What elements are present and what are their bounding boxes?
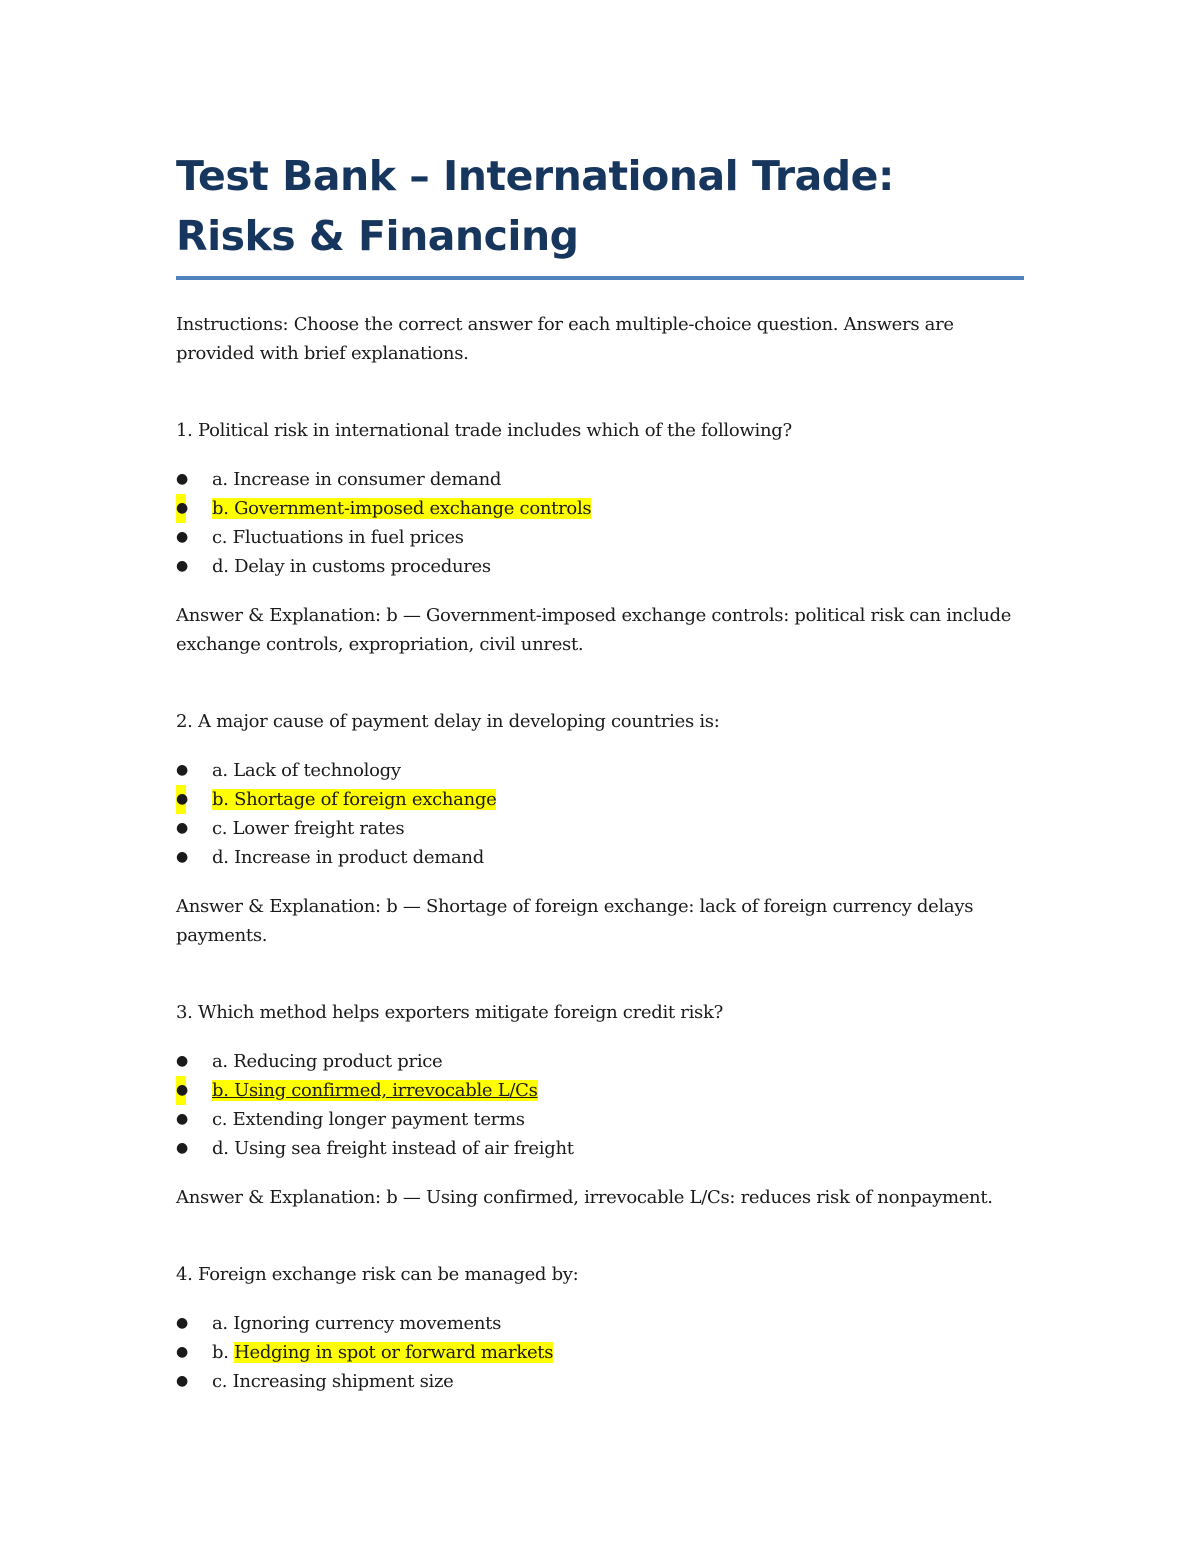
- option-prefix: b.: [212, 498, 235, 519]
- bullet-icon: ●: [176, 762, 188, 778]
- option-b-correct: [176, 494, 1024, 523]
- question-4: [176, 1260, 1024, 1396]
- question-1: [176, 416, 1024, 659]
- option-prefix: c.: [212, 1371, 233, 1392]
- bullet-icon: ●: [176, 1076, 186, 1105]
- options-list: [176, 465, 1024, 581]
- option-d: [176, 843, 1024, 872]
- options-list: [176, 1047, 1024, 1163]
- option-a: [176, 1047, 1024, 1076]
- bullet-icon: ●: [176, 1111, 188, 1127]
- option-prefix: d.: [212, 1138, 235, 1159]
- instructions-text: Instructions: Choose the correct answer for each multiple-choice question. Answers are provided with brief explanations.: [176, 314, 954, 364]
- option-prefix: d.: [212, 847, 235, 868]
- option-label: Ignoring currency movements: [233, 1313, 502, 1334]
- option-c: [176, 523, 1024, 552]
- answer-explanation: Answer & Explanation: b — Government-imposed exchange controls: political risk can include exchange controls, expropriation, civil unrest.: [176, 605, 1012, 655]
- options-list: [176, 1309, 1024, 1396]
- option-prefix: a.: [212, 1051, 234, 1072]
- option-label: Increase in consumer demand: [233, 469, 502, 490]
- bullet-icon: ●: [176, 820, 188, 836]
- document-title: Test Bank – International Trade: Risks & Financing: [176, 152, 894, 260]
- option-c: [176, 1105, 1024, 1134]
- option-label: Lack of technology: [233, 760, 401, 781]
- option-c: [176, 814, 1024, 843]
- option-prefix: c.: [212, 1109, 233, 1130]
- question-text: 2. A major cause of payment delay in developing countries is:: [176, 711, 720, 732]
- option-prefix: a.: [212, 1313, 234, 1334]
- option-d: [176, 552, 1024, 581]
- option-label: Using sea freight instead of air freight: [234, 1138, 574, 1159]
- option-label: Increasing shipment size: [232, 1371, 454, 1392]
- bullet-icon: ●: [176, 529, 188, 545]
- option-d: [176, 1134, 1024, 1163]
- option-label-highlighted: Shortage of foreign exchange: [234, 789, 497, 810]
- option-b-correct: [176, 1338, 1024, 1367]
- option-label-highlighted: Using confirmed, irrevocable L/Cs: [234, 1080, 538, 1101]
- bullet-icon: ●: [176, 471, 188, 487]
- option-b-correct: [176, 1076, 1024, 1105]
- option-c: [176, 1367, 1024, 1396]
- option-prefix: b.: [212, 1080, 235, 1101]
- option-label: Delay in customs procedures: [234, 556, 491, 577]
- question-text: 3. Which method helps exporters mitigate foreign credit risk?: [176, 1002, 723, 1023]
- bullet-icon: ●: [176, 1053, 188, 1069]
- option-a: [176, 465, 1024, 494]
- option-prefix: d.: [212, 556, 235, 577]
- option-prefix: a.: [212, 760, 234, 781]
- option-a: [176, 1309, 1024, 1338]
- document-page: [176, 146, 1024, 1396]
- option-prefix: c.: [212, 818, 233, 839]
- option-label: Reducing product price: [233, 1051, 443, 1072]
- answer-explanation: Answer & Explanation: b — Shortage of foreign exchange: lack of foreign currency delays payments.: [176, 896, 974, 946]
- option-label-highlighted: Government-imposed exchange controls: [234, 498, 592, 519]
- bullet-icon: ●: [176, 785, 186, 814]
- question-text: 4. Foreign exchange risk can be managed by:: [176, 1264, 579, 1285]
- bullet-icon: ●: [176, 494, 186, 523]
- option-label: Extending longer payment terms: [232, 1109, 525, 1130]
- option-label: Increase in product demand: [234, 847, 484, 868]
- option-b-correct: [176, 785, 1024, 814]
- bullet-icon: ●: [176, 1344, 188, 1360]
- bullet-icon: ●: [176, 1140, 188, 1156]
- option-label: Lower freight rates: [232, 818, 405, 839]
- bullet-icon: ●: [176, 558, 188, 574]
- option-prefix: c.: [212, 527, 233, 548]
- question-2: [176, 707, 1024, 950]
- options-list: [176, 756, 1024, 872]
- question-3: [176, 998, 1024, 1212]
- option-prefix: b.: [212, 789, 235, 810]
- answer-explanation: Answer & Explanation: b — Using confirmed, irrevocable L/Cs: reduces risk of nonpayment.: [176, 1187, 993, 1208]
- question-text: 1. Political risk in international trade includes which of the following?: [176, 420, 792, 441]
- option-label: Fluctuations in fuel prices: [232, 527, 464, 548]
- title-divider: [176, 276, 1024, 280]
- bullet-icon: ●: [176, 849, 188, 865]
- option-prefix: a.: [212, 469, 234, 490]
- bullet-icon: ●: [176, 1315, 188, 1331]
- option-a: [176, 756, 1024, 785]
- bullet-icon: ●: [176, 1373, 188, 1389]
- option-label-highlighted: Hedging in spot or forward markets: [234, 1342, 554, 1363]
- option-prefix: b.: [212, 1342, 235, 1363]
